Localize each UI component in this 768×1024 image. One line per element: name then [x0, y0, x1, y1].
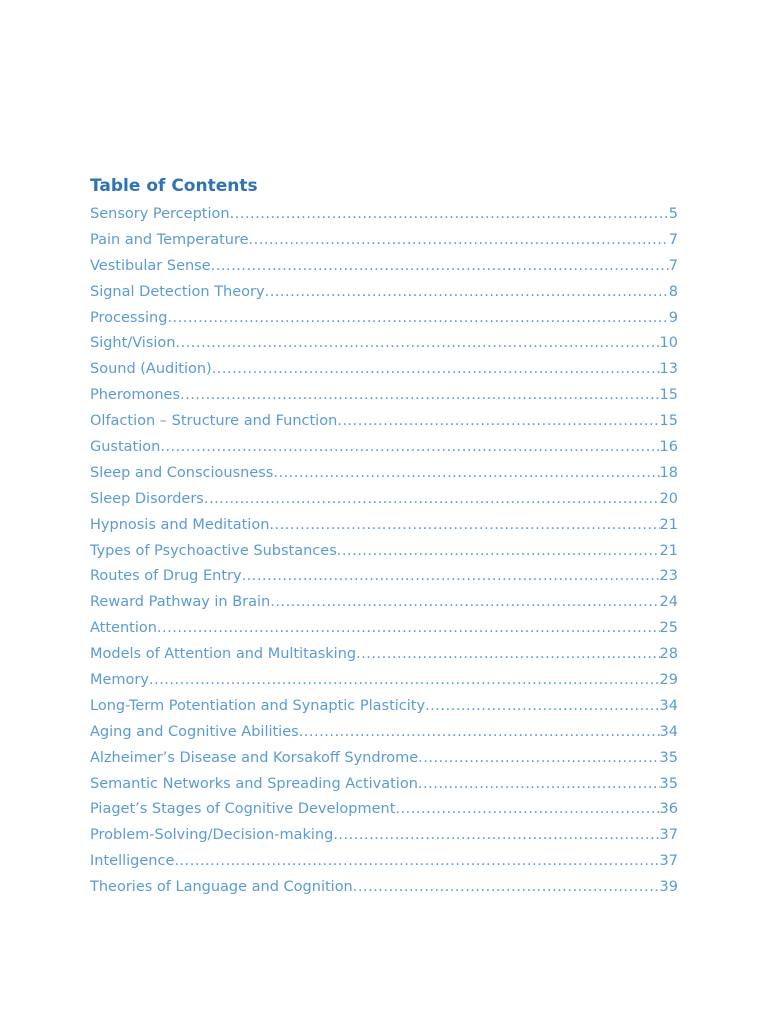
- toc-entry-page-number: 8: [668, 283, 678, 300]
- toc-entry-page-number: 39: [659, 879, 678, 896]
- toc-entry-page-number: 34: [659, 723, 678, 740]
- toc-entry-label: Aging and Cognitive Abilities: [90, 723, 299, 740]
- toc-entry-page-number: 15: [659, 413, 678, 430]
- toc-dot-leader: [204, 487, 660, 513]
- toc-entry[interactable]: [90, 357, 678, 383]
- toc-entry[interactable]: [90, 616, 678, 642]
- toc-entry-label: Routes of Drug Entry: [90, 568, 242, 585]
- toc-dot-leader: [353, 875, 660, 901]
- toc-dot-leader: [149, 668, 660, 694]
- toc-entry[interactable]: [90, 461, 678, 487]
- toc-entry-page-number: 37: [659, 827, 678, 844]
- toc-entry-label: Pheromones: [90, 387, 181, 404]
- toc-entry-page-number: 24: [659, 594, 678, 611]
- toc-entry-page-number: 35: [659, 749, 678, 766]
- toc-entry[interactable]: [90, 409, 678, 435]
- toc-dot-leader: [395, 797, 659, 823]
- toc-dot-leader: [418, 746, 659, 772]
- toc-dot-leader: [249, 228, 669, 254]
- toc-entry-label: Sight/Vision: [90, 335, 176, 352]
- toc-entry[interactable]: [90, 668, 678, 694]
- toc-entry-page-number: 35: [659, 775, 678, 792]
- toc-dot-leader: [337, 539, 660, 565]
- toc-entry-label: Semantic Networks and Spreading Activation: [90, 775, 418, 792]
- toc-dot-leader: [418, 772, 660, 798]
- toc-entry[interactable]: [90, 383, 678, 409]
- toc-entry-page-number: 13: [659, 361, 678, 378]
- toc-dot-leader: [230, 202, 669, 228]
- toc-entry-label: Sound (Audition): [90, 361, 212, 378]
- toc-entry-page-number: 9: [668, 309, 678, 326]
- toc-entry[interactable]: [90, 487, 678, 513]
- toc-dot-leader: [356, 642, 659, 668]
- toc-entry-page-number: 21: [659, 516, 678, 533]
- toc-entry-label: Attention: [90, 620, 157, 637]
- toc-entry[interactable]: [90, 590, 678, 616]
- toc-entry-page-number: 36: [659, 801, 678, 818]
- toc-entry[interactable]: [90, 875, 678, 901]
- toc-entry-label: Gustation: [90, 439, 161, 456]
- toc-entry[interactable]: [90, 228, 678, 254]
- toc-dot-leader: [333, 823, 659, 849]
- toc-entry[interactable]: [90, 823, 678, 849]
- toc-entry[interactable]: [90, 797, 678, 823]
- toc-entry-label: Sleep Disorders: [90, 490, 204, 507]
- toc-dot-leader: [180, 383, 660, 409]
- toc-dot-leader: [299, 720, 660, 746]
- toc-entry[interactable]: [90, 694, 678, 720]
- toc-entry[interactable]: [90, 564, 678, 590]
- toc-entry-label: Sleep and Consciousness: [90, 464, 274, 481]
- toc-dot-leader: [273, 461, 659, 487]
- toc-entry-page-number: 29: [659, 672, 678, 689]
- toc-entry-page-number: 34: [659, 697, 678, 714]
- toc-entry[interactable]: [90, 254, 678, 280]
- toc-entry-label: Intelligence: [90, 853, 175, 870]
- toc-dot-leader: [167, 306, 668, 332]
- toc-list: [90, 202, 678, 901]
- toc-entry-label: Alzheimer’s Disease and Korsakoff Syndrome: [90, 749, 419, 766]
- toc-entry[interactable]: [90, 513, 678, 539]
- toc-entry-page-number: 37: [659, 853, 678, 870]
- toc-dot-leader: [175, 331, 659, 357]
- toc-dot-leader: [337, 409, 659, 435]
- toc-entry-label: Olfaction – Structure and Function: [90, 413, 338, 430]
- toc-entry[interactable]: [90, 435, 678, 461]
- toc-entry[interactable]: [90, 746, 678, 772]
- toc-entry[interactable]: [90, 772, 678, 798]
- toc-dot-leader: [174, 849, 659, 875]
- toc-entry-label: Theories of Language and Cognition: [90, 879, 353, 896]
- toc-entry-page-number: 28: [659, 646, 678, 663]
- toc-entry[interactable]: [90, 202, 678, 228]
- toc-entry[interactable]: [90, 849, 678, 875]
- toc-entry[interactable]: [90, 642, 678, 668]
- toc-entry-label: Signal Detection Theory: [90, 283, 265, 300]
- toc-dot-leader: [211, 254, 669, 280]
- toc-entry-label: Types of Psychoactive Substances: [90, 542, 337, 559]
- toc-entry-label: Processing: [90, 309, 168, 326]
- toc-entry-page-number: 10: [659, 335, 678, 352]
- toc-entry-label: Long-Term Potentiation and Synaptic Plasticity: [90, 697, 426, 714]
- toc-entry-label: Memory: [90, 672, 149, 689]
- toc-entry-page-number: 7: [668, 257, 678, 274]
- toc-dot-leader: [269, 513, 659, 539]
- toc-dot-leader: [160, 435, 659, 461]
- toc-entry[interactable]: [90, 539, 678, 565]
- toc-entry-label: Piaget’s Stages of Cognitive Development: [90, 801, 396, 818]
- toc-entry[interactable]: [90, 306, 678, 332]
- toc-entry-page-number: 23: [659, 568, 678, 585]
- toc-entry[interactable]: [90, 720, 678, 746]
- toc-entry-page-number: 20: [659, 490, 678, 507]
- toc-entry-page-number: 25: [659, 620, 678, 637]
- toc-dot-leader: [157, 616, 660, 642]
- toc-entry-page-number: 15: [659, 387, 678, 404]
- toc-dot-leader: [212, 357, 660, 383]
- toc-dot-leader: [425, 694, 659, 720]
- toc-title: Table of Contents: [90, 176, 258, 196]
- toc-dot-leader: [270, 590, 659, 616]
- toc-dot-leader: [242, 564, 660, 590]
- table-of-contents: [90, 172, 678, 901]
- toc-entry-label: Vestibular Sense: [90, 257, 211, 274]
- toc-entry-page-number: 21: [659, 542, 678, 559]
- toc-entry[interactable]: [90, 331, 678, 357]
- toc-entry-label: Problem-Solving/Decision-making: [90, 827, 334, 844]
- toc-entry[interactable]: [90, 280, 678, 306]
- toc-entry-page-number: 5: [668, 206, 678, 222]
- toc-entry-label: Sensory Perception: [90, 206, 230, 222]
- toc-entry-label: Reward Pathway in Brain: [90, 594, 271, 611]
- toc-entry-page-number: 16: [659, 439, 678, 456]
- toc-entry-page-number: 7: [668, 231, 678, 248]
- toc-dot-leader: [265, 280, 669, 306]
- toc-entry-page-number: 18: [659, 464, 678, 481]
- toc-entry-label: Models of Attention and Multitasking: [90, 646, 357, 663]
- toc-entry-label: Pain and Temperature: [90, 231, 249, 248]
- toc-entry-label: Hypnosis and Meditation: [90, 516, 270, 533]
